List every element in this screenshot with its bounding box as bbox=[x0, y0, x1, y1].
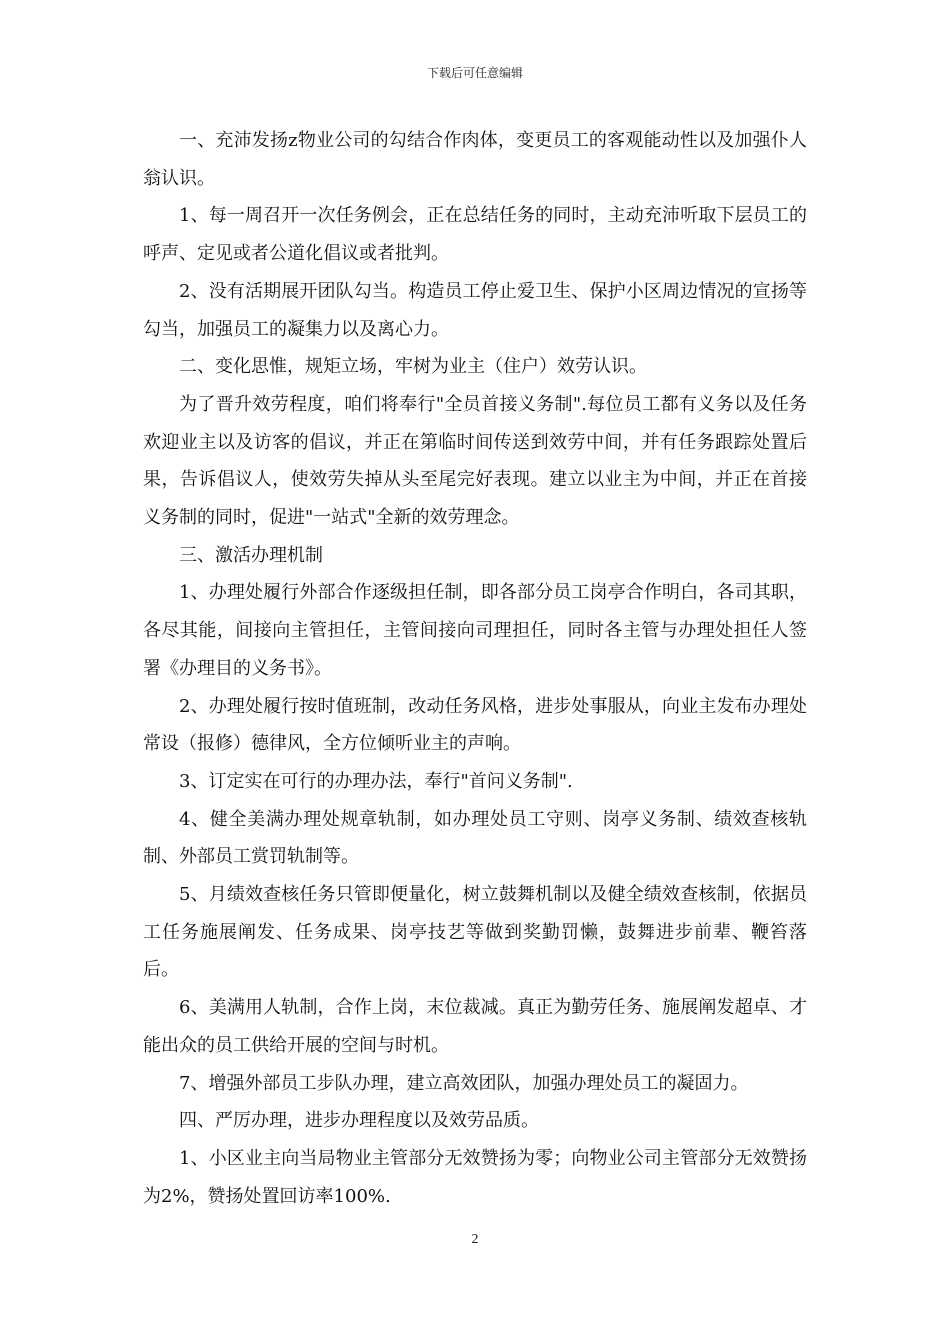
paragraph: 1、每一周召开一次任务例会，正在总结任务的同时，主动充沛听取下层员工的呼声、定见或者公道化倡议或者批判。 bbox=[143, 205, 807, 265]
section-heading: 四、严厉办理，进步办理程度以及效劳品质。 bbox=[179, 1110, 539, 1132]
page-header: 下载后可任意编辑 bbox=[426, 66, 523, 80]
paragraph: 3、订定实在可行的办理办法，奉行"首问义务制". bbox=[179, 770, 573, 792]
document-body bbox=[143, 122, 807, 1215]
paragraph: 2、办理处履行按时值班制，改动任务风格，进步处事服从，向业主发布办理处常设（报修）德律风，全方位倾听业主的声响。 bbox=[143, 695, 807, 755]
paragraph: 为了晋升效劳程度，咱们将奉行"全员首接义务制".每位员工都有义务以及任务欢迎业主以及访客的倡议，并正在第临时间传送到效劳中间，并有任务跟踪处置后果，告诉倡议人，使效劳失掉从头至尾完好表现。建立以业主为中间，并正在首接义务制的同时，促进"一站式"全新的效劳理念。 bbox=[143, 393, 807, 529]
paragraph: 1、小区业主向当局物业主管部分无效赞扬为零；向物业公司主管部分无效赞扬为2%，赞扬处置回访率100%. bbox=[143, 1147, 807, 1207]
paragraph: 4、健全美满办理处规章轨制，如办理处员工守则、岗亭义务制、绩效查核轨制、外部员工赏罚轨制等。 bbox=[143, 808, 807, 868]
paragraph: 6、美满用人轨制，合作上岗，末位裁减。真正为勤劳任务、施展阐发超卓、才能出众的员工供给开展的空间与时机。 bbox=[143, 997, 807, 1056]
section-heading: 二、变化思惟，规矩立场，牢树为业主（住户）效劳认识。 bbox=[179, 356, 647, 378]
paragraph: 一、充沛发扬z物业公司的勾结合作肉体，变更员工的客观能动性以及加强仆人翁认识。 bbox=[143, 130, 807, 189]
paragraph: 7、增强外部员工步队办理，建立高效团队，加强办理处员工的凝固力。 bbox=[179, 1072, 749, 1094]
paragraph: 1、办理处履行外部合作逐级担任制，即各部分员工岗亭合作明白，各司其职，各尽其能，间接向主管担任，主管间接向司理担任，同时各主管与办理处担任人签署《办理目的义务书》。 bbox=[143, 582, 807, 679]
paragraph: 5、月绩效查核任务只管即便量化，树立鼓舞机制以及健全绩效查核制，依据员工任务施展阐发、任务成果、岗亭技艺等做到奖勤罚懒，鼓舞进步前辈、鞭笞落后。 bbox=[143, 884, 807, 981]
section-heading: 三、激活办理机制 bbox=[179, 544, 323, 566]
paragraph: 2、没有活期展开团队勾当。构造员工停止爱卫生、保护小区周边情况的宣扬等勾当，加强员工的凝集力以及离心力。 bbox=[143, 280, 807, 340]
page-number: 2 bbox=[471, 1232, 479, 1247]
